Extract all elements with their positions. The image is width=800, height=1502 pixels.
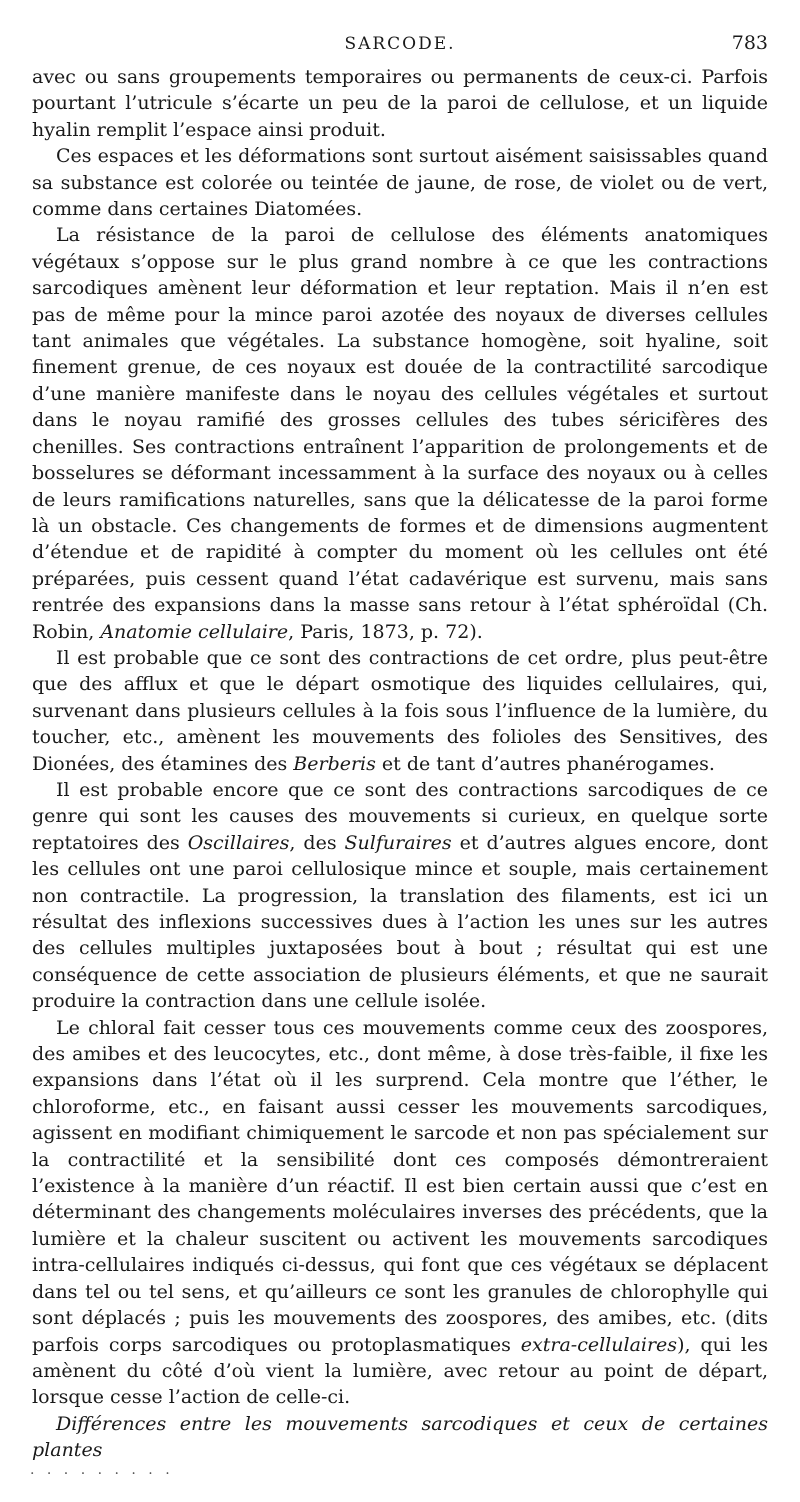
section-heading — [32, 1411, 768, 1464]
italic-run: Berberis — [293, 752, 376, 775]
paragraph — [32, 1015, 768, 1411]
page-number: 783 — [731, 32, 768, 54]
paragraph — [32, 143, 768, 222]
text-run: et de tant d’autres phanérogames. — [375, 752, 715, 775]
italic-run: Oscillaires — [187, 831, 290, 854]
text-run: ), qui les amènent du côté d’où vient la lumière, avec retour au point de départ, lorsque cesse l’action de celle-ci. — [32, 1333, 768, 1409]
paragraph — [32, 777, 768, 1015]
body-text — [32, 64, 768, 1464]
text-run: , Paris, 1873, p. 72). — [288, 620, 483, 643]
paragraph — [32, 64, 768, 143]
text-run: , des — [289, 831, 345, 854]
text-run: La résistance de la paroi de cellulose des éléments anatomiques végétaux s’oppose sur le plus grand nombre à ce que les contractions sarcodiques amènent leur déformation et leur reptation. Mais il n’en est pas de même pour la mince paroi azotée des noyaux de diverses cellules tant animales que végétales. La substance homogène, soit hyaline, soit finement grenue, de ces noyaux est douée de la contractilité sarcodique d’une manière manifeste dans le noyau des cellules végétales et surtout dans le noyau ramifié des grosses cellules des tubes séricifères des chenilles. Ses contractions entraînent l’apparition de prolongements et de bosselures se déformant incessamment à la surface des noyaux ou à celles de leurs ramifications naturelles, sans que la délicatesse de la paroi forme là un obstacle. Ces changements de formes et de dimensions augmentent d’étendue et de rapidité à compter du moment où les cellules ont été préparées, puis cessent quand l’état cadavérique est survenu, mais sans rentrée des expansions dans la masse sans retour à l’état sphéroïdal (Ch. Robin, — [32, 224, 768, 643]
italic-run: Sulfuraires — [344, 831, 452, 854]
footer-marks: . . . . . . . . . — [30, 1462, 174, 1478]
italic-run: Anatomie cellulaire — [100, 620, 289, 643]
text-run: Le chloral fait cesser tous ces mouvements comme ceux des zoospores, des amibes et des leucocytes, etc., dont même, à dose très-faible, il fixe les expansions dans l’état où il les surprend. Cela montre que l’éther, le chloroforme, etc., en faisant aussi cesser les mouvements sarcodiques, agissent en modifiant chimiquement le sarcode et non pas spécialement sur la contractilité et la sensibilité dont ces composés démontreraient l’existence à la manière d’un réactif. Il est bien certain aussi que c’est en déterminant des changements moléculaires inverses des précédents, que la lumière et la chaleur suscitent ou activent les mouvements sarcodiques intra-cellulaires indiqués ci-dessus, qui font que ces végétaux se déplacent dans tel ou tel sens, et qu’ailleurs ce sont les granules de chlorophylle qui sont déplacés ; puis les mouvements des zoospores, des amibes, etc. (dits parfois corps sarcodiques ou protoplasmatiques — [32, 1016, 768, 1356]
text-run: Il est probable encore que ce sont des contractions sarcodiques de ce genre qui sont les causes des mouvements si curieux, en quelque sorte reptatoires des — [32, 778, 768, 854]
italic-run: Différences entre les mouvements sarcodiques et ceux de certaines plantes — [32, 1412, 768, 1462]
italic-run: extra-cellulaires — [520, 1333, 678, 1356]
running-head: SARCODE. — [344, 34, 456, 54]
text-run: et d’autres algues encore, dont les cellules ont une paroi cellulosique mince et souple, mais certainement non contractile. La progression, la translation des filaments, est ici un résultat des inflexions successives dues à l’action les unes sur les autres des cellules multiples juxtaposées bout à bout ; résultat qui est une conséquence de cette association de plusieurs éléments, et que ne saurait produire la contraction dans une cellule isolée. — [32, 831, 768, 1013]
text-run: Ces espaces et les déformations sont surtout aisément saisissables quand sa substance est colorée ou teintée de jaune, de rose, de violet ou de vert, comme dans certaines Diatomées. — [32, 145, 768, 221]
text-run: avec ou sans groupements temporaires ou permanents de ceux-ci. Parfois pourtant l’utricule s’écarte un peu de la paroi de cellulose, et un liquide hyalin remplit l’espace ainsi produit. — [32, 66, 768, 141]
paragraph — [32, 645, 768, 777]
page-header — [32, 30, 768, 60]
text-run: Il est probable que ce sont des contractions de cet ordre, plus peut-être que des afflux et que le départ osmotique des liquides cellulaires, qui, survenant dans plusieurs cellules à la fois sous l’influence de la lumière, du toucher, etc., amènent les mouvements des folioles des Sensitives, des Dionées, des étamines des — [32, 646, 768, 775]
paragraph — [32, 222, 768, 645]
